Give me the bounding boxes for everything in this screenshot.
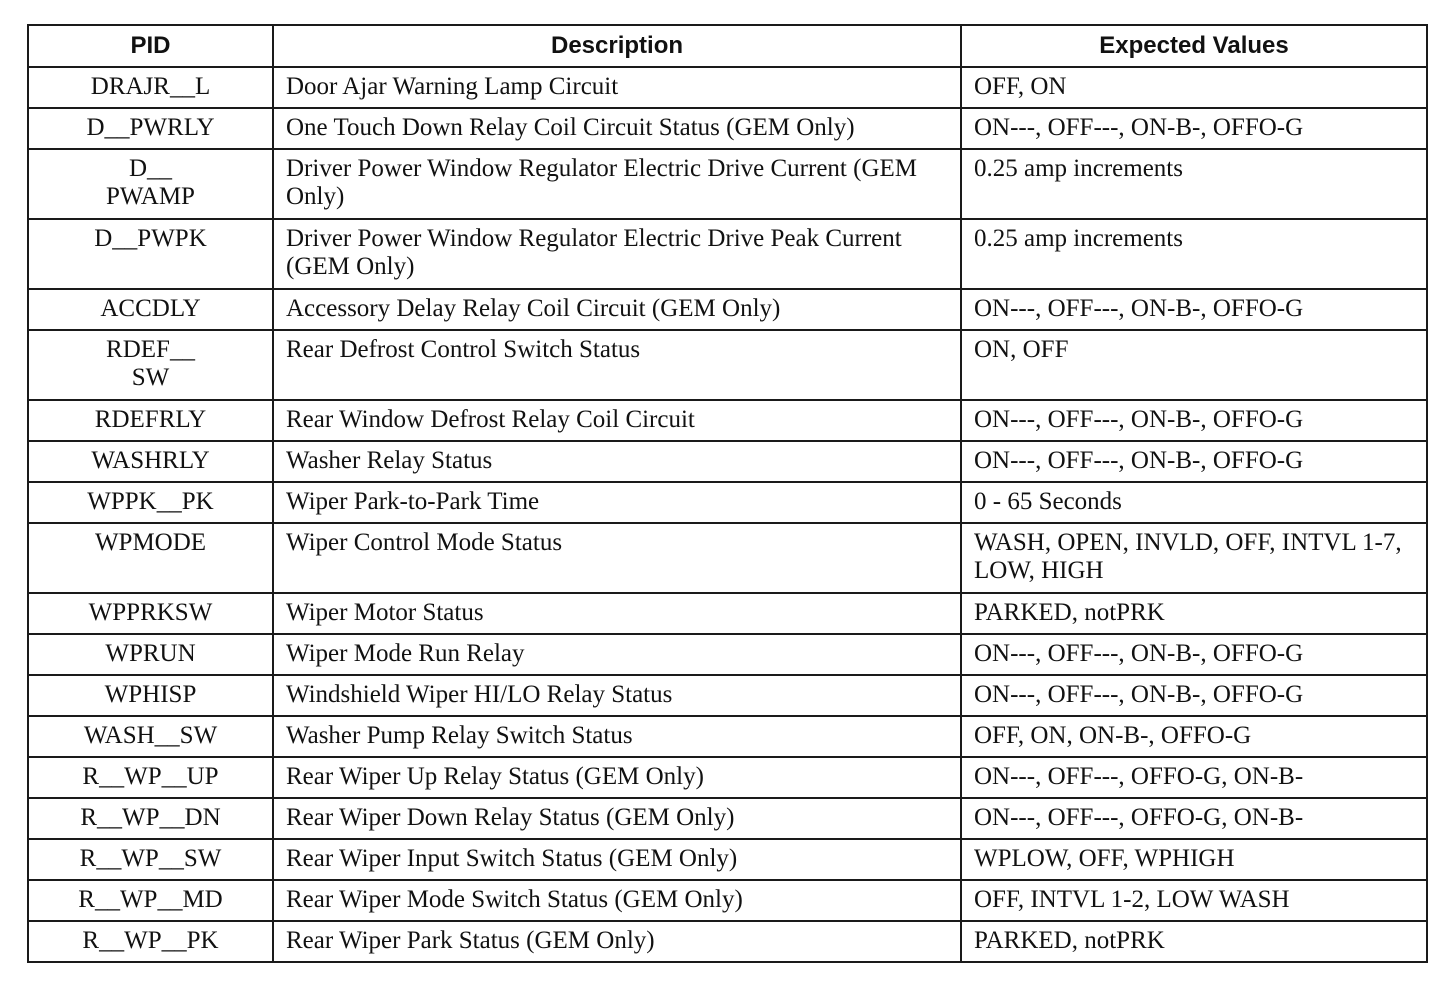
cell-pid: WASHRLY — [28, 441, 273, 482]
cell-description: Wiper Motor Status — [273, 593, 961, 634]
cell-expected-values: PARKED, notPRK — [961, 921, 1427, 962]
cell-pid: WPRUN — [28, 634, 273, 675]
cell-pid: WPPRKSW — [28, 593, 273, 634]
header-expected-values: Expected Values — [961, 25, 1427, 67]
cell-pid: R__WP__MD — [28, 880, 273, 921]
table-row — [28, 880, 1427, 921]
cell-description: Wiper Control Mode Status — [273, 523, 961, 593]
table-row — [28, 67, 1427, 108]
cell-pid: D__PWRLY — [28, 108, 273, 149]
cell-description: Rear Wiper Input Switch Status (GEM Only) — [273, 839, 961, 880]
table-row — [28, 482, 1427, 523]
cell-pid: DRAJR__L — [28, 67, 273, 108]
cell-pid: D__ PWAMP — [28, 149, 273, 219]
table-row — [28, 108, 1427, 149]
cell-description: Rear Window Defrost Relay Coil Circuit — [273, 400, 961, 441]
cell-expected-values: ON---, OFF---, OFFO-G, ON-B- — [961, 757, 1427, 798]
cell-expected-values: WPLOW, OFF, WPHIGH — [961, 839, 1427, 880]
cell-description: Washer Pump Relay Switch Status — [273, 716, 961, 757]
table-row — [28, 921, 1427, 962]
cell-expected-values: OFF, INTVL 1-2, LOW WASH — [961, 880, 1427, 921]
cell-description: Rear Defrost Control Switch Status — [273, 330, 961, 400]
header-description: Description — [273, 25, 961, 67]
cell-description: Rear Wiper Down Relay Status (GEM Only) — [273, 798, 961, 839]
cell-description: Rear Wiper Park Status (GEM Only) — [273, 921, 961, 962]
cell-expected-values: OFF, ON — [961, 67, 1427, 108]
cell-expected-values: 0.25 amp increments — [961, 219, 1427, 289]
cell-expected-values: ON---, OFF---, ON-B-, OFFO-G — [961, 634, 1427, 675]
cell-expected-values: ON, OFF — [961, 330, 1427, 400]
cell-description: Accessory Delay Relay Coil Circuit (GEM Only) — [273, 289, 961, 330]
table-row — [28, 289, 1427, 330]
cell-expected-values: ON---, OFF---, ON-B-, OFFO-G — [961, 441, 1427, 482]
cell-description: Rear Wiper Mode Switch Status (GEM Only) — [273, 880, 961, 921]
cell-pid: ACCDLY — [28, 289, 273, 330]
cell-pid: R__WP__DN — [28, 798, 273, 839]
cell-description: Rear Wiper Up Relay Status (GEM Only) — [273, 757, 961, 798]
cell-pid: WPMODE — [28, 523, 273, 593]
table-row — [28, 634, 1427, 675]
cell-expected-values: ON---, OFF---, ON-B-, OFFO-G — [961, 289, 1427, 330]
table-row — [28, 330, 1427, 400]
cell-expected-values: ON---, OFF---, ON-B-, OFFO-G — [961, 675, 1427, 716]
pid-table-container — [27, 24, 1426, 963]
cell-description: Washer Relay Status — [273, 441, 961, 482]
cell-description: One Touch Down Relay Coil Circuit Status (GEM Only) — [273, 108, 961, 149]
cell-expected-values: ON---, OFF---, ON-B-, OFFO-G — [961, 108, 1427, 149]
cell-description: Door Ajar Warning Lamp Circuit — [273, 67, 961, 108]
cell-description: Windshield Wiper HI/LO Relay Status — [273, 675, 961, 716]
header-pid: PID — [28, 25, 273, 67]
table-row — [28, 757, 1427, 798]
cell-pid: RDEFRLY — [28, 400, 273, 441]
cell-pid: D__PWPK — [28, 219, 273, 289]
cell-description: Driver Power Window Regulator Electric Drive Current (GEM Only) — [273, 149, 961, 219]
cell-pid: R__WP__UP — [28, 757, 273, 798]
header-row — [28, 25, 1427, 67]
cell-description: Wiper Mode Run Relay — [273, 634, 961, 675]
table-row — [28, 149, 1427, 219]
cell-expected-values: 0.25 amp increments — [961, 149, 1427, 219]
table-row — [28, 523, 1427, 593]
cell-pid: RDEF__ SW — [28, 330, 273, 400]
table-row — [28, 798, 1427, 839]
cell-description: Wiper Park-to-Park Time — [273, 482, 961, 523]
cell-description: Driver Power Window Regulator Electric Drive Peak Current (GEM Only) — [273, 219, 961, 289]
pid-table — [27, 24, 1428, 963]
table-row — [28, 219, 1427, 289]
table-header — [28, 25, 1427, 67]
cell-expected-values: ON---, OFF---, OFFO-G, ON-B- — [961, 798, 1427, 839]
cell-pid: WPPK__PK — [28, 482, 273, 523]
table-body — [28, 67, 1427, 962]
cell-pid: WPHISP — [28, 675, 273, 716]
cell-pid: R__WP__PK — [28, 921, 273, 962]
table-row — [28, 839, 1427, 880]
table-row — [28, 716, 1427, 757]
table-row — [28, 441, 1427, 482]
cell-expected-values: PARKED, notPRK — [961, 593, 1427, 634]
cell-pid: WASH__SW — [28, 716, 273, 757]
table-row — [28, 400, 1427, 441]
cell-expected-values: WASH, OPEN, INVLD, OFF, INTVL 1-7, LOW, HIGH — [961, 523, 1427, 593]
table-row — [28, 593, 1427, 634]
cell-pid: R__WP__SW — [28, 839, 273, 880]
cell-expected-values: 0 - 65 Seconds — [961, 482, 1427, 523]
table-row — [28, 675, 1427, 716]
cell-expected-values: ON---, OFF---, ON-B-, OFFO-G — [961, 400, 1427, 441]
cell-expected-values: OFF, ON, ON-B-, OFFO-G — [961, 716, 1427, 757]
